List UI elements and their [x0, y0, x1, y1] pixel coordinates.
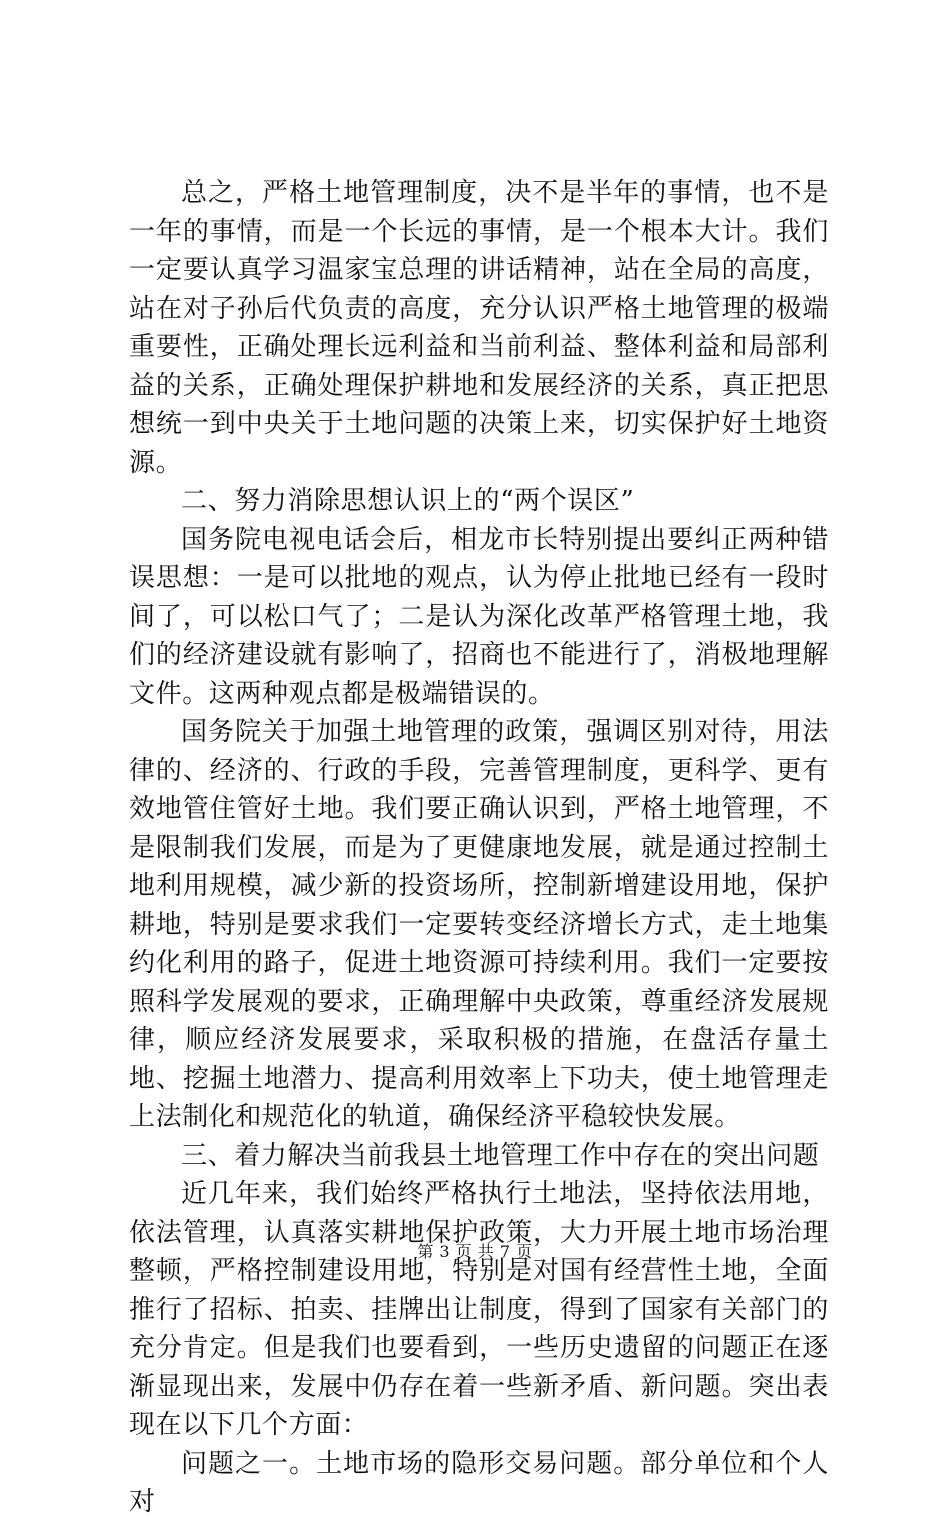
page-footer	[0, 1242, 950, 1262]
paragraph-state-council-meeting: 国务院电视电话会后，相龙市长特别提出要纠正两种错误思想：一是可以批地的观点，认为停止批地已经有一段时间了，可以松口气了；二是认为深化改革严格管理土地，我们的经济建设就有影响了，招商也不能进行了，消极地理解文件。这两种观点都是极端错误的。	[129, 524, 829, 709]
document-body	[129, 174, 829, 1522]
section-heading-three: 三、着力解决当前我县土地管理工作中存在的突出问题	[181, 1140, 820, 1171]
paragraph-summary: 总之，严格土地管理制度，决不是半年的事情，也不是一年的事情，而是一个长远的事情，是一个根本大计。我们一定要认真学习温家宝总理的讲话精神，站在全局的高度，站在对子孙后代负责的高度，充分认识严格土地管理的极端重要性，正确处理长远利益和当前利益、整体利益和局部利益的关系，正确处理保护耕地和发展经济的关系，真正把思想统一到中央关于土地问题的决策上来，切实保护好土地资源。	[129, 178, 829, 478]
page-number-label: 第 3 页 共 7 页	[417, 1242, 533, 1261]
section-heading-two: 二、努力消除思想认识上的“两个误区”	[181, 486, 635, 516]
paragraph-recent-years: 近几年来，我们始终严格执行土地法，坚持依法用地，依法管理，认真落实耕地保护政策，大力开展土地市场治理整顿，严格控制建设用地，特别是对国有经营性土地，全面推行了招标、拍卖、挂牌出让制度，得到了国家有关部门的充分肯定。但是我们也要看到，一些历史遗留的问题正在逐渐显现出来，发展中仍存在着一些新矛盾、新问题。突出表现在以下几个方面：	[129, 1179, 829, 1440]
paragraph-land-policy: 国务院关于加强土地管理的政策，强调区别对待，用法律的、经济的、行政的手段，完善管理制度，更科学、更有效地管住管好土地。我们要正确认识到，严格土地管理，不是限制我们发展，而是为了更健康地发展，就是通过控制土地利用规模，减少新的投资场所，控制新增建设用地，保护耕地，特别是要求我们一定要转变经济增长方式，走土地集约化利用的路子，促进土地资源可持续利用。我们一定要按照科学发展观的要求，正确理解中央政策，尊重经济发展规律，顺应经济发展要求，采取积极的措施，在盘活存量土地、挖掘土地潜力、提高利用效率上下功夫，使土地管理走上法制化和规范化的轨道，确保经济平稳较快发展。	[129, 717, 829, 1132]
paragraph-problem-one: 问题之一。土地市场的隐形交易问题。部分单位和个人对	[129, 1448, 829, 1517]
